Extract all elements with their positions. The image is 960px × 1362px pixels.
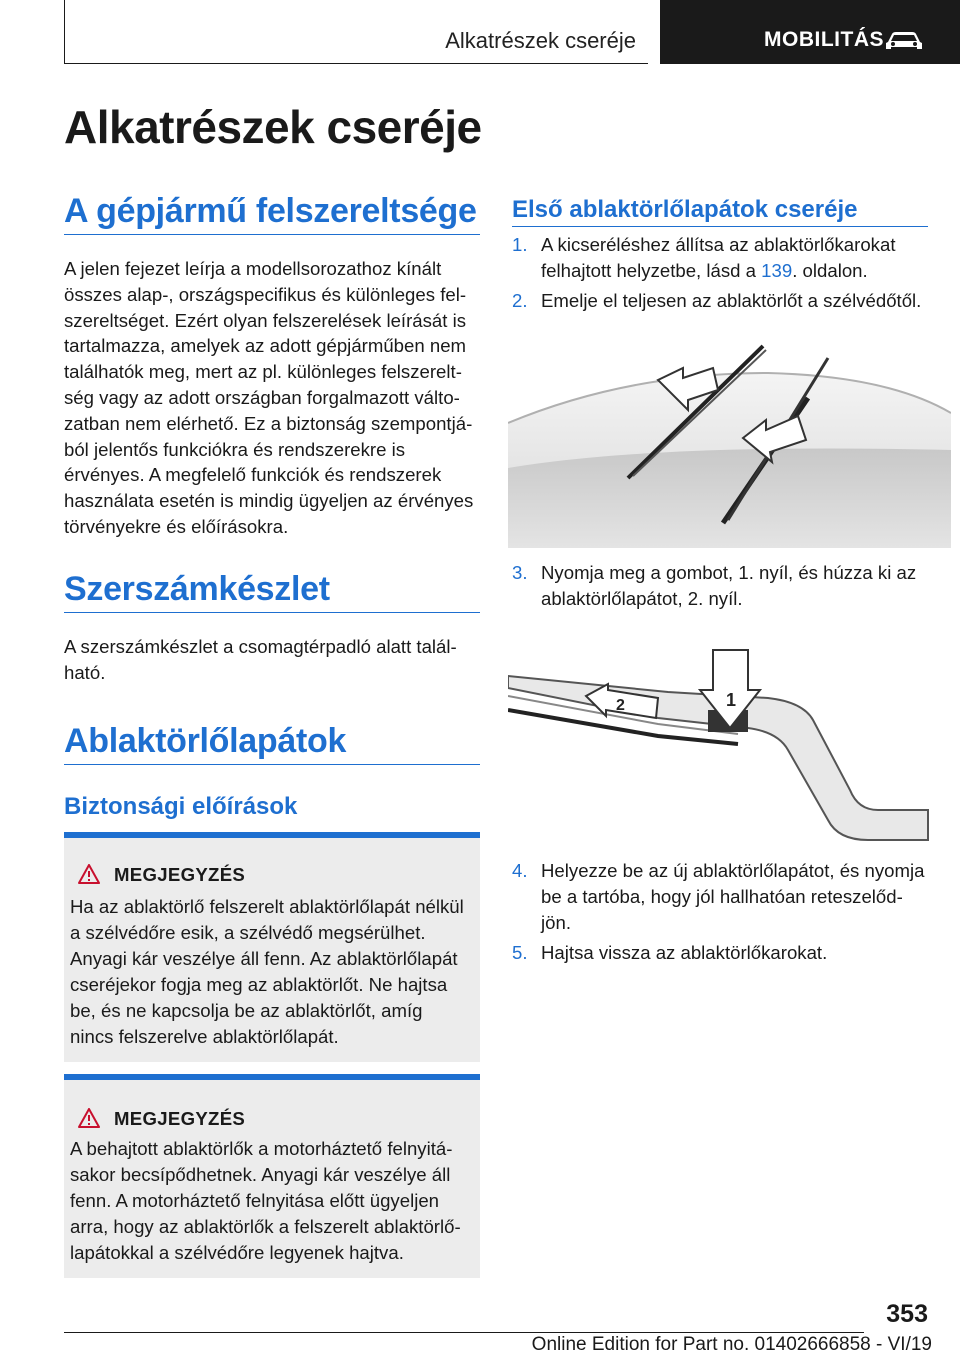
figure-windshield-wipers: [508, 328, 951, 548]
footer-edition: Online Edition for Part no. 01402666858 - VI/19: [531, 1334, 932, 1355]
notice-box: [64, 1074, 480, 1278]
arrow-label-2: 2: [616, 697, 625, 714]
warning-icon: [78, 1108, 100, 1128]
section-heading-wiper-blades: Ablaktörlőlapátok: [64, 722, 347, 760]
footer-rule: [64, 1332, 864, 1333]
page-link-139[interactable]: 139: [761, 259, 793, 281]
section-heading-toolkit: Szerszámkészlet: [64, 570, 330, 608]
step-number: 2.: [512, 290, 528, 311]
section-rule: [512, 226, 928, 227]
notice-text: Ha az ablaktörlő felszerelt ablaktörlőlapát nélkül a szélvédőre esik, a szélvédő megsérülhet. Anyagi kár veszélye áll fenn. Az ablaktörlőlapát cseréjekor fogja meg az ablaktörlőt. Ne hajtsa be, és ne kapcsolja be az ablaktörlőt, amíg nincs felszerelve ablaktörlőlapát.: [70, 896, 464, 1047]
section-rule: [64, 234, 480, 235]
toolkit-paragraph: A szerszámkészlet a csomagtérpadló alatt talál- ható.: [64, 636, 457, 683]
subheading-safety: Biztonsági előírások: [64, 793, 298, 820]
step-number: 1.: [512, 234, 528, 255]
section-heading-front-wipers: Első ablaktörlőlapátok cseréje: [512, 196, 858, 223]
header-section-title: Alkatrészek cseréje: [445, 28, 636, 53]
header-rule-bottom: [64, 63, 648, 64]
warning-icon: [78, 864, 100, 884]
header-rule-left: [64, 0, 65, 64]
section-rule: [64, 764, 480, 765]
arrow-label-1: 1: [726, 690, 737, 710]
section-heading-equipment: A gépjármű felszereltsége: [64, 192, 477, 230]
page-number: 353: [886, 1300, 928, 1328]
notice-label: MEGJEGYZÉS: [114, 864, 246, 885]
page-title: Alkatrészek cseréje: [64, 101, 482, 153]
step-number: 5.: [512, 942, 528, 963]
car-icon: [884, 28, 924, 52]
notice-text: A behajtott ablaktörlők a motorháztető felnyitá- sakor becsípődhetnek. Anyagi kár veszélye áll fenn. A motorháztető felnyitása előtt ügyeljen arra, hogy az ablaktörlők a felszerelt ablaktörlő- lapátokkal a szélvédőre legyenek hajtva.: [70, 1138, 461, 1263]
header-chapter-label: MOBILITÁS: [764, 28, 884, 51]
figure-wiper-blade-release: [508, 640, 951, 848]
notice-box: [64, 832, 480, 1062]
equipment-paragraph: A jelen fejezet leírja a modellsorozathoz kínált összes alap-, országspecifikus és különleges fel- szereltséget. Ezért olyan felszerelések leírását is tartalmazza, amelyek az adott gépjárműben nem találhatók meg, mert az pl. különleges felszerelt- ség vagy az adott országban forgalmazott válto- zatban nem elérhető. Ez a biztonság szempontjá- ból jelentős funkciókra és rendszerekre is érvényes. A megfelelő funkciók és rendszerek használata esetén is mindig ügyeljen az érvényes törvényekre és előírásokra.: [64, 258, 474, 537]
step-number: 3.: [512, 562, 528, 583]
section-rule: [64, 612, 480, 613]
notice-label: MEGJEGYZÉS: [114, 1108, 246, 1129]
step-number: 4.: [512, 860, 528, 881]
